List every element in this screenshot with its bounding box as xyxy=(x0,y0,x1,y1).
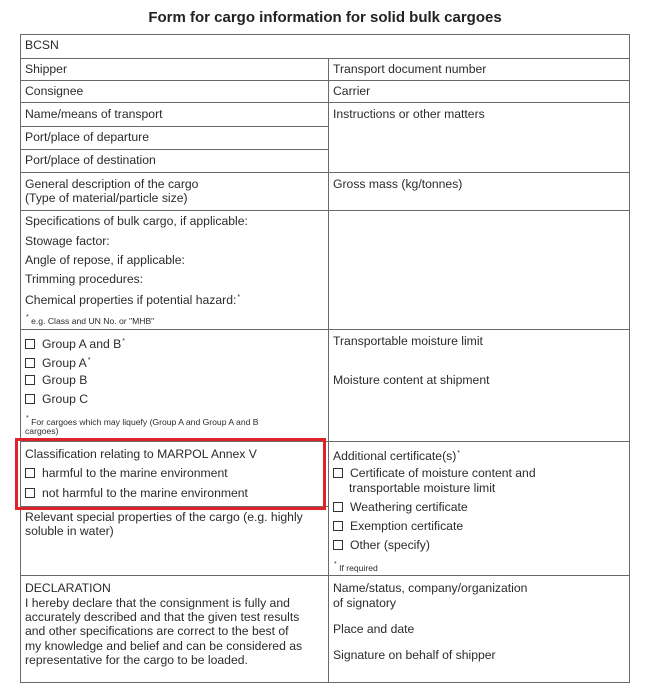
trimming-procedures-label: Trimming procedures: xyxy=(25,272,144,286)
group-footnote-1: * For cargoes which may liquefy (Group A and Group A and B xyxy=(26,415,259,427)
place-date-label: Place and date xyxy=(333,622,415,636)
declaration-line-5: representative for the cargo to be loaded. xyxy=(25,653,248,667)
marpol-title: Classification relating to MARPOL Annex V xyxy=(25,447,257,461)
chemical-properties-label: Chemical properties if potential hazard:* xyxy=(25,293,241,307)
transport-document-number-label: Transport document number xyxy=(333,62,487,76)
marpol-harmful-checkbox[interactable]: harmful to the marine environment xyxy=(25,466,228,481)
declaration-line-1: I hereby declare that the consignment is fully and xyxy=(25,596,290,610)
spec-footnote: * e.g. Class and UN No. or "MHB" xyxy=(26,314,155,326)
signature-label: Signature on behalf of shipper xyxy=(333,648,496,662)
group-footnote-2: cargoes) xyxy=(25,426,59,436)
gross-mass-label: Gross mass (kg/tonnes) xyxy=(333,177,463,191)
checkbox-icon[interactable] xyxy=(333,502,343,512)
checkbox-icon[interactable] xyxy=(333,540,343,550)
general-description-label: General description of the cargo xyxy=(25,177,199,191)
bcsn-label: BCSN xyxy=(25,38,59,52)
checkbox-icon[interactable] xyxy=(25,358,35,368)
relevant-special-label: Relevant special properties of the cargo (e.g. highly xyxy=(25,510,303,524)
cert-moisture-sub: transportable moisture limit xyxy=(349,481,496,495)
group-b-checkbox[interactable]: Group B xyxy=(25,373,87,388)
signatory-sub: of signatory xyxy=(333,596,397,610)
checkbox-icon[interactable] xyxy=(333,521,343,531)
cert-moisture-checkbox[interactable]: Certificate of moisture content and xyxy=(333,466,536,481)
tml-label: Transportable moisture limit xyxy=(333,334,483,348)
checkbox-icon[interactable] xyxy=(25,375,35,385)
relevant-special-sub: soluble in water) xyxy=(25,524,114,538)
declaration-line-4: my knowledge and belief and can be considered as xyxy=(25,639,303,653)
form-title: Form for cargo information for solid bulk cargoes xyxy=(148,9,502,26)
group-c-checkbox[interactable]: Group C xyxy=(25,392,88,407)
stowage-factor-label: Stowage factor: xyxy=(25,234,110,248)
consignee-label: Consignee xyxy=(25,84,84,98)
carrier-label: Carrier xyxy=(333,84,371,98)
marpol-not-harmful-checkbox[interactable]: not harmful to the marine environment xyxy=(25,486,248,501)
cert-weathering-checkbox[interactable]: Weathering certificate xyxy=(333,500,468,515)
shipper-label: Shipper xyxy=(25,62,68,76)
port-destination-label: Port/place of destination xyxy=(25,153,156,167)
spec-heading: Specifications of bulk cargo, if applicable: xyxy=(25,214,248,228)
checkbox-icon[interactable] xyxy=(25,339,35,349)
cert-footnote: * If required xyxy=(334,561,378,573)
general-description-sub: (Type of material/particle size) xyxy=(25,191,188,205)
additional-cert-label: Additional certificate(s)* xyxy=(333,449,461,463)
moisture-content-label: Moisture content at shipment xyxy=(333,373,490,387)
declaration-title: DECLARATION xyxy=(25,581,111,595)
declaration-line-3: and other specifications are correct to the best of xyxy=(25,624,289,638)
name-means-transport-label: Name/means of transport xyxy=(25,107,163,121)
group-a-and-b-checkbox[interactable]: Group A and B* xyxy=(25,335,125,352)
checkbox-icon[interactable] xyxy=(333,468,343,478)
cert-exemption-checkbox[interactable]: Exemption certificate xyxy=(333,519,463,534)
marpol-highlight-box xyxy=(15,438,326,510)
cert-other-checkbox[interactable]: Other (specify) xyxy=(333,538,430,553)
port-departure-label: Port/place of departure xyxy=(25,130,149,144)
instructions-other-label: Instructions or other matters xyxy=(333,107,485,121)
signatory-label: Name/status, company/organization xyxy=(333,581,528,595)
checkbox-icon[interactable] xyxy=(25,394,35,404)
group-a-checkbox[interactable]: Group A* xyxy=(25,354,90,371)
declaration-line-2: accurately described and that the given test results xyxy=(25,610,300,624)
angle-of-repose-label: Angle of repose, if applicable: xyxy=(25,253,185,267)
